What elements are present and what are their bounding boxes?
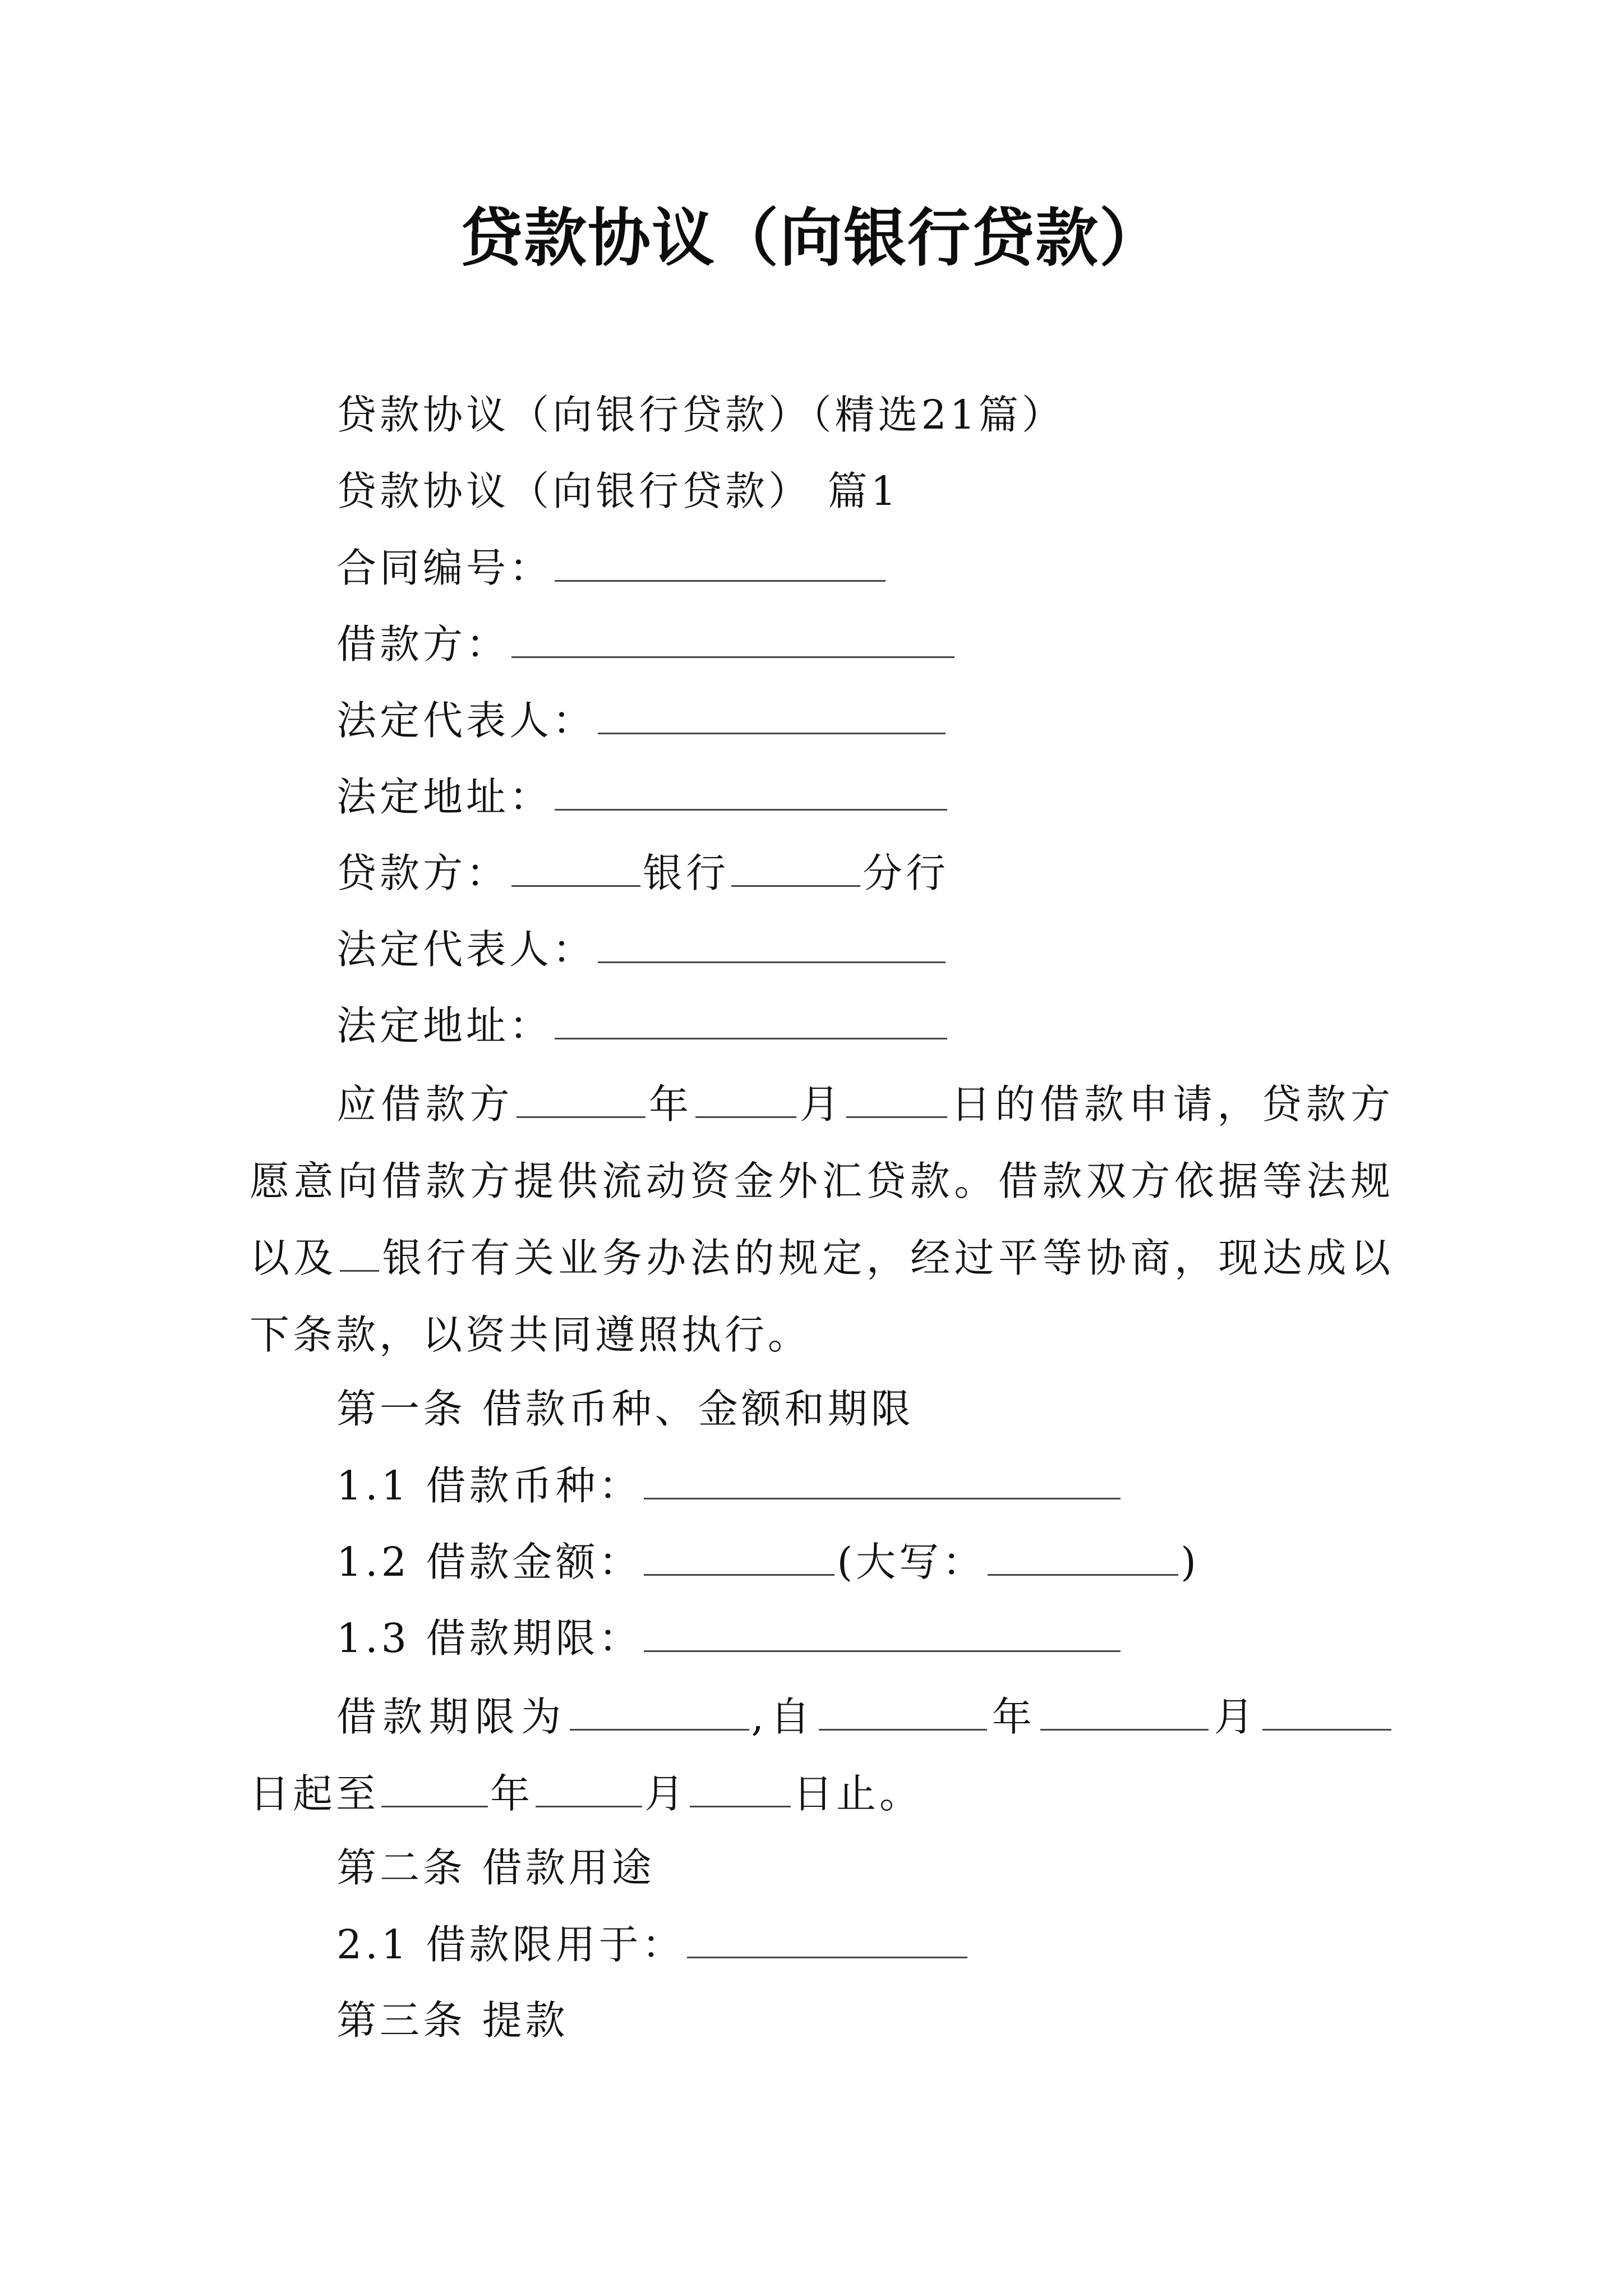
contract-number-blank xyxy=(555,540,886,582)
borrower-label: 借款方： xyxy=(336,621,510,668)
intro-month-blank xyxy=(695,1076,796,1118)
amount-line xyxy=(336,1534,1200,1590)
contract-number-line xyxy=(336,540,888,596)
end-year-blank xyxy=(381,1765,488,1807)
lender-branch-blank xyxy=(731,845,860,887)
lender-address-line xyxy=(336,997,949,1054)
term-text-3: 日起至 xyxy=(250,1770,380,1817)
use-blank xyxy=(687,1916,967,1958)
currency-line xyxy=(336,1457,1123,1514)
amount-caps-close: ) xyxy=(1181,1539,1200,1585)
article-2-heading: 第二条 借款用途 xyxy=(336,1844,655,1891)
lender-rep-blank xyxy=(598,921,946,963)
borrower-address-label: 法定地址： xyxy=(336,774,553,820)
start-year-blank xyxy=(819,1688,987,1731)
intro-text-1: 应借款方 xyxy=(336,1081,514,1128)
amount-blank xyxy=(644,1534,834,1576)
term-label: 1.3 借款期限： xyxy=(336,1615,642,1662)
start-day-blank xyxy=(1262,1688,1391,1731)
term-text-2: ,自 xyxy=(751,1694,817,1740)
start-month: 月 xyxy=(1211,1694,1260,1740)
term-blank xyxy=(644,1610,1121,1652)
borrower-line xyxy=(336,616,957,673)
lender-branch-label: 分行 xyxy=(863,850,949,896)
lender-bank-blank xyxy=(511,845,640,887)
borrower-rep-line xyxy=(336,692,948,749)
end-month: 月 xyxy=(644,1770,688,1817)
document-title: 贷款协议（向银行贷款） xyxy=(460,202,1163,275)
lender-label: 贷款方： xyxy=(336,850,510,896)
borrower-address-blank xyxy=(555,769,947,811)
currency-label: 1.1 借款币种： xyxy=(336,1462,642,1509)
end-day-blank xyxy=(690,1765,791,1807)
article-1-heading: 第一条 借款币种、金额和期限 xyxy=(336,1386,914,1432)
article-3-heading: 第三条 提款 xyxy=(336,1997,569,2044)
currency-blank xyxy=(644,1457,1121,1499)
lender-rep-line xyxy=(336,921,948,978)
term-length-blank xyxy=(570,1688,749,1731)
amount-caps-blank xyxy=(988,1534,1178,1576)
start-month-blank xyxy=(1040,1688,1209,1731)
term-paragraph xyxy=(250,1678,1394,1832)
borrower-rep-blank xyxy=(598,692,946,734)
start-year: 年 xyxy=(989,1694,1039,1740)
lender-address-label: 法定地址： xyxy=(336,1002,553,1049)
intro-year-blank xyxy=(517,1076,645,1118)
intro-bank-blank xyxy=(340,1230,379,1272)
end-month-blank xyxy=(536,1765,642,1807)
intro-text-3: 银行有关业务办法的规定，经过平等协商，现达成以下条款，以资共同遵照执行。 xyxy=(250,1235,1394,1358)
lender-bank-label: 银行 xyxy=(643,850,730,896)
term-line xyxy=(336,1610,1123,1667)
document-subtitle: 贷款协议（向银行贷款）（精选21篇） xyxy=(336,392,1065,438)
term-end: 日止。 xyxy=(793,1770,923,1817)
borrower-rep-label: 法定代表人： xyxy=(336,697,596,744)
end-year: 年 xyxy=(490,1770,534,1817)
amount-caps-open: (大写： xyxy=(837,1539,986,1585)
intro-day-blank xyxy=(846,1076,947,1118)
section-heading: 贷款协议（向银行贷款） 篇1 xyxy=(336,468,900,514)
contract-number-label: 合同编号： xyxy=(336,545,553,591)
intro-month: 月 xyxy=(798,1081,845,1128)
lender-rep-label: 法定代表人： xyxy=(336,926,596,973)
use-label: 2.1 借款限用于： xyxy=(336,1921,685,1968)
intro-text-2: 日的借款申请，贷款方愿意向借款方提供流动资金外汇贷款。借款双方依据等法规以及 xyxy=(250,1081,1394,1281)
use-line xyxy=(336,1916,970,1973)
borrower-blank xyxy=(511,616,955,658)
intro-paragraph xyxy=(250,1066,1394,1373)
term-text-1: 借款期限为 xyxy=(336,1694,568,1740)
lender-line xyxy=(336,845,949,901)
amount-label: 1.2 借款金额： xyxy=(336,1539,642,1585)
borrower-address-line xyxy=(336,769,949,825)
intro-year: 年 xyxy=(647,1081,693,1128)
lender-address-blank xyxy=(555,997,947,1039)
